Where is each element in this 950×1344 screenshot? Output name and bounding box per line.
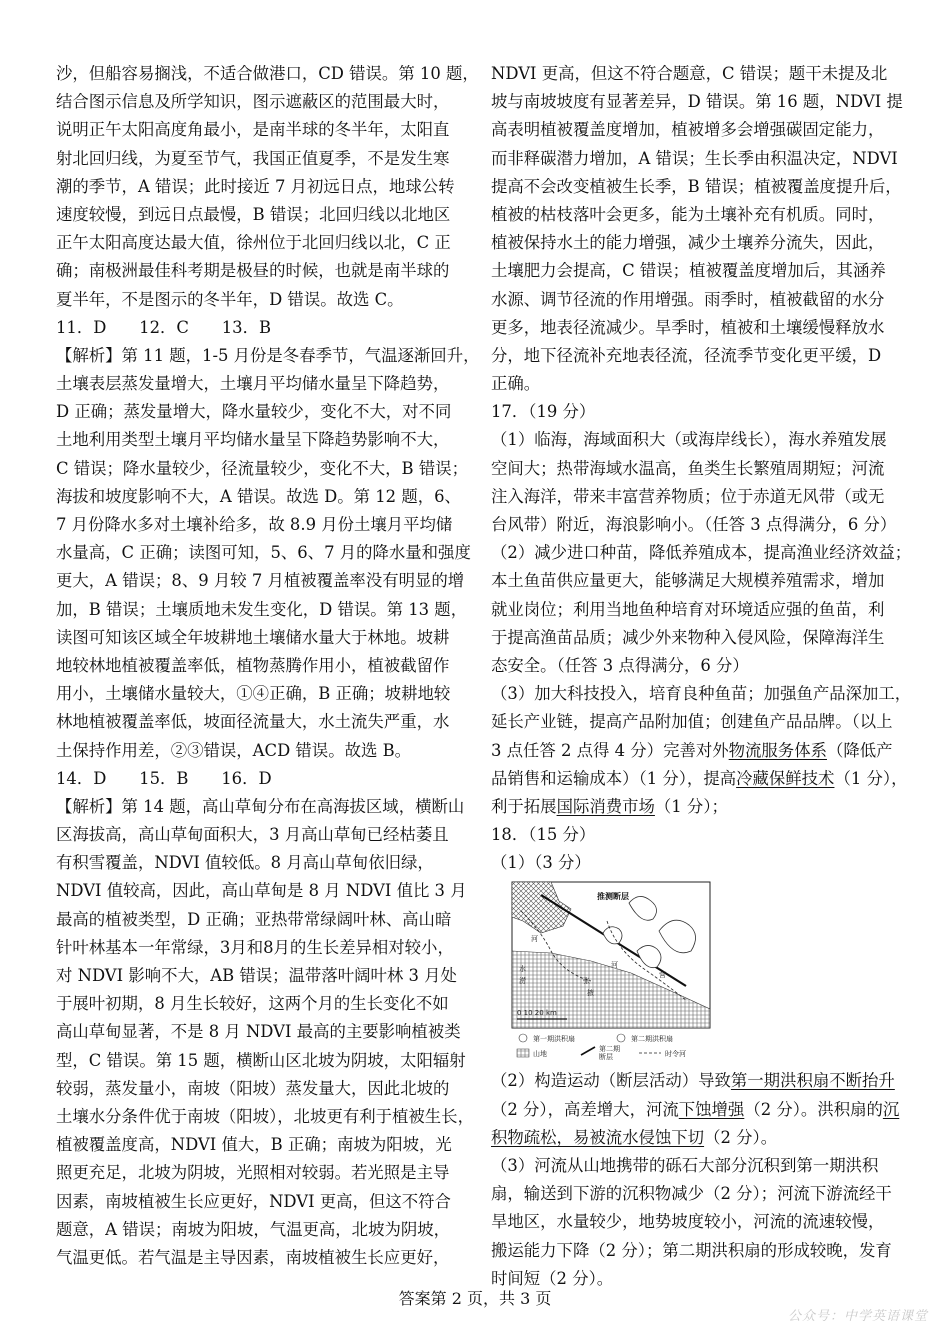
text-line: 空间大；热带海域水温高，鱼类生长繁殖周期短；河流 xyxy=(491,458,885,478)
map-label-river-c: 涝 xyxy=(519,977,526,986)
text-line: 水源、调节径流的作用增强。雨季时，植被截留的水分 xyxy=(491,289,885,309)
text-line: 植被保持水土的能力增强，减少土壤养分流失，因此， xyxy=(491,233,885,253)
text-line: 7 月份降水多对土壤补给多，故 8.9 月份土壤月平均储 xyxy=(56,515,453,534)
legend-second-fan: 第二期洪积扇 xyxy=(631,1035,673,1044)
legend-fault-a: 第二期 xyxy=(599,1045,620,1054)
text-line: 读图可知该区域全年坡耕地土壤储水量大于林地。坡耕 xyxy=(56,627,450,647)
text-line: 气温更低。若气温是主导因素，南坡植被生长应更好， xyxy=(56,1247,450,1267)
text-line: 土保持作用差，②③错误，ACD 错误。故选 B。 xyxy=(56,740,412,760)
left-column xyxy=(56,60,480,1272)
text-line: 本土鱼苗供应量更大，能够满足大规模养殖需求，增加 xyxy=(491,571,885,591)
text-line: 旱地区，水量较少，地势坡度较小，河流的流速较慢， xyxy=(491,1212,885,1232)
q18-part1: （1）（3 分） xyxy=(491,853,591,873)
text-line: 14．D 15．B 16．D xyxy=(56,768,272,788)
text-line: 而非释碳潜力增加，A 错误；生长季由积温决定，NDVI xyxy=(491,148,898,168)
underline-market: 国际消费市场 xyxy=(556,796,655,816)
q17-3-line-3: 利于拓展国际消费市场（1 分）； xyxy=(491,796,728,816)
text-line: 分，地下径流补充地表径流，径流季节变化更平缓，D xyxy=(491,345,882,365)
text-line: 搬运能力下降（2 分）；第二期洪积扇的形成较晚，发育 xyxy=(491,1240,892,1260)
text-line: 较弱，蒸发量小，南坡（阳坡）蒸发量大，因此北坡的 xyxy=(56,1078,450,1098)
text-line: 题意，A 错误；南坡为阳坡，气温更高，北坡为阴坡， xyxy=(56,1219,451,1239)
text-line: 提高不会改变植被生长季，B 错误；植被覆盖度提升后， xyxy=(491,176,902,196)
text-line: 射北回归线，为夏至节气，我国正值夏季，不是发生寒 xyxy=(56,148,450,168)
text-line: 型，C 错误。第 15 题，横断山区北坡为阴坡，太阳辐射 xyxy=(56,1050,466,1070)
text-line: 【解析】第 11 题，1-5 月份是冬春季节，气温逐渐回升， xyxy=(56,345,480,365)
text-line: 用小，土壤储水量较大，①④正确，B 正确；坡耕地较 xyxy=(56,684,451,704)
scale-label: 0 10 20 km xyxy=(517,1009,557,1018)
legend-first-fan: 第一期洪积扇 xyxy=(533,1035,575,1044)
q17-3-line-1: 3 点任答 2 点得 4 分）完善对外物流服务体系（降低产 xyxy=(491,740,893,760)
text-line: （1）临海，海域面积大（或海岸线长），海水养殖发展 xyxy=(491,430,887,450)
text-line: 因素，南坡植被生长应更好，NDVI 更高，但这不符合 xyxy=(56,1191,451,1211)
map-label-river-a: 河 xyxy=(531,935,538,944)
text-line: 区海拔高，高山草甸面积大，3 月高山草甸已经枯萎且 xyxy=(56,825,449,845)
q18-part2-line-2: （2 分），高差增大，河流下蚀增强（2 分）。洪积扇的沉 xyxy=(491,1099,900,1119)
text-line: 态安全。（任答 3 点得满分，6 分） xyxy=(491,655,749,675)
text-line: 速度较慢，到远日点最慢，B 错误；北回归线以北地区 xyxy=(56,204,451,224)
underline-fan-uplift: 第一期洪积扇不断抬升 xyxy=(730,1071,895,1091)
text-line: 有积雪覆盖，NDVI 值较低。8 月高山草甸依旧绿， xyxy=(56,853,434,873)
underline-downcutting: 下蚀增强 xyxy=(678,1099,745,1119)
page-footer: 答案第 2 页，共 3 页 xyxy=(398,1289,552,1308)
text-line: 扇，输送到下游的沉积物减少（2 分）；河流下游流经干 xyxy=(491,1184,892,1204)
text-line: 就业岗位；利用当地鱼种培育对环境适应强的鱼苗，利 xyxy=(491,599,885,619)
legend-first-fan-symbol xyxy=(519,1034,527,1042)
q17-3-line-2: 品销售和运输成本）（1 分），提高冷藏保鲜技术（1 分）， xyxy=(491,768,908,788)
text-line: 土壤表层蒸发量增大，土壤月平均储水量呈下降趋势， xyxy=(56,374,450,394)
text-line: 土地利用类型土壤月平均储水量呈下降趋势影响不大， xyxy=(56,430,450,450)
underline-logistics: 物流服务体系 xyxy=(728,740,827,760)
text-line: 正确。 xyxy=(491,374,541,394)
underline-sediment-b: 积物疏松，易被流水侵蚀下切 xyxy=(491,1127,705,1147)
text-line: 于展叶初期，8 月生长较好，这两个月的生长变化不如 xyxy=(56,994,449,1014)
text-line: 坡与南坡坡度有显著差异，D 错误。第 16 题，NDVI 提 xyxy=(491,92,903,112)
text-line: （3）加大科技投入，培育良种鱼苗；加强鱼产品深加工， xyxy=(491,684,912,704)
legend-second-fan-symbol xyxy=(617,1034,625,1042)
alluvial-fan-map xyxy=(511,881,711,1061)
text-line: 更多，地表径流减少。旱季时，植被和土壤缓慢释放水 xyxy=(491,317,885,337)
text-line: 植被覆盖度高，NDVI 值大，B 正确；南坡为阳坡，光 xyxy=(56,1135,452,1155)
watermark: 公众号：中学英语课堂 xyxy=(787,1309,928,1324)
text-line: 植被的枯枝落叶会更多，能为土壤补充有机质。同时， xyxy=(491,204,885,224)
text-line: 地较林地植被覆盖率低，植物蒸腾作用小，植被截留作 xyxy=(56,655,450,675)
text-line: 夏半年，不是图示的冬半年，D 错误。故选 C。 xyxy=(56,289,404,309)
legend-fault-b: 断层 xyxy=(599,1053,613,1062)
text-line: 说明正午太阳高度角最小，是南半球的冬半年，太阳直 xyxy=(56,120,450,140)
text-line: 土壤水分条件优于南坡（阳坡），北坡更有利于植被生长， xyxy=(56,1106,474,1126)
text-line: 于提高渔苗品质；减少外来物种入侵风险，保障海洋生 xyxy=(491,627,885,647)
map-label-river-e: 营 xyxy=(659,971,666,980)
fault-label: 推测断层 xyxy=(597,892,629,902)
text-line: 最高的植被类型，D 正确；亚热带常绿阔叶林、高山暗 xyxy=(56,909,452,929)
text-line: 更大，A 错误；8、9 月较 7 月植被覆盖率没有明显的增 xyxy=(56,571,465,591)
map-label-river-b: 水 xyxy=(519,965,526,974)
underline-cold-storage: 冷藏保鲜技术 xyxy=(736,768,835,788)
text-line: 结合图示信息及所学知识，图示遮蔽区的范围最大时， xyxy=(56,92,450,112)
text-line: NDVI 值较高，因此，高山草甸是 8 月 NDVI 值比 3 月 xyxy=(56,881,467,901)
text-line: 沙，但船容易搁浅，不适合做港口，CD 错误。第 10 题， xyxy=(56,64,479,83)
legend-fault-symbol xyxy=(581,1047,595,1055)
legend-mountain: 山地 xyxy=(533,1050,547,1059)
text-line: 照更充足，北坡为阴坡，光照相对较弱。若光照是主导 xyxy=(56,1163,450,1183)
right-column xyxy=(491,60,912,1293)
text-line: 水量高，C 正确；读图可知，5、6、7 月的降水量和强度 xyxy=(56,543,471,563)
text-line: 海拔和坡度影响不大，A 错误。故选 D。第 12 题，6、 xyxy=(56,486,461,506)
text-line: 高表明植被覆盖度增加，植被增多会增强碳固定能力， xyxy=(491,120,885,140)
text-line: 针叶林基本一年常绿，3月和8月的生长差异相对较小， xyxy=(56,937,454,957)
text-line: 林地植被覆盖率低，坡面径流量大，水土流失严重，水 xyxy=(56,712,450,732)
text-line: 土壤肥力会提高，C 错误；植被覆盖度增加后，其涵养 xyxy=(491,261,886,281)
text-line: 【解析】第 14 题，高山草甸分布在高海拔区域，横断山 xyxy=(56,796,465,816)
text-line: 时间短（2 分）。 xyxy=(491,1268,614,1288)
text-line: 正午太阳高度达最大值，徐州位于北回归线以北，C 正 xyxy=(56,233,451,253)
map-label-place-2: 掖 xyxy=(587,989,594,998)
map-label-river-d: 河 xyxy=(611,961,618,970)
map-label-place-1: 张 xyxy=(583,977,590,986)
text-line: 加，B 错误；土壤质地未发生变化，D 错误。第 13 题， xyxy=(56,599,468,619)
text-line: NDVI 更高，但这不符合题意，C 错误；题干未提及北 xyxy=(491,64,888,83)
q18-part2-line-1: （2）构造运动（断层活动）导致第一期洪积扇不断抬升 xyxy=(491,1071,895,1091)
text-line: 17．（19 分） xyxy=(491,402,596,422)
legend-mountain-symbol xyxy=(517,1049,529,1057)
text-line: 11．D 12．C 13．B xyxy=(56,317,272,337)
text-line: D 正确；蒸发量增大，降水量较少，变化不大，对不同 xyxy=(56,402,452,422)
text-line: C 错误；降水量较少，径流量较少，变化不大，B 错误； xyxy=(56,458,468,478)
underline-sediment-a: 沉 xyxy=(882,1099,900,1119)
right-column-text xyxy=(491,60,912,737)
q18-part3 xyxy=(491,1152,903,1293)
text-line: 台风带）附近，海浪影响小。（任答 3 点得满分，6 分） xyxy=(491,515,897,534)
text-line: 高山草甸显著，不是 8 月 NDVI 最高的主要影响植被类 xyxy=(56,1022,461,1042)
q18-title: 18．（15 分） xyxy=(491,825,596,845)
text-line: （2）减少进口种苗，降低养殖成本，提高渔业经济效益； xyxy=(491,543,912,563)
text-line: 潮的季节，A 错误；此时接近 7 月初远日点，地球公转 xyxy=(56,176,455,196)
text-line: （3）河流从山地携带的砾石大部分沉积到第一期洪积 xyxy=(491,1156,879,1175)
text-line: 对 NDVI 影响不大，AB 错误；温带落叶阔叶林 3 月处 xyxy=(56,966,457,985)
legend-seasonal-river: 时令河 xyxy=(665,1050,686,1059)
q18-part2-line-3: 积物疏松，易被流水侵蚀下切（2 分）。 xyxy=(491,1127,778,1147)
alluvial-fan-map-figure xyxy=(511,881,711,1061)
text-line: 注入海洋，带来丰富营养物质；位于赤道无风带（或无 xyxy=(491,486,885,506)
text-line: 延长产业链，提高产品附加值；创建鱼产品品牌。（以上 xyxy=(491,712,893,732)
text-line: 确；南极洲最佳科考期是极昼的时候，也就是南半球的 xyxy=(56,261,450,281)
